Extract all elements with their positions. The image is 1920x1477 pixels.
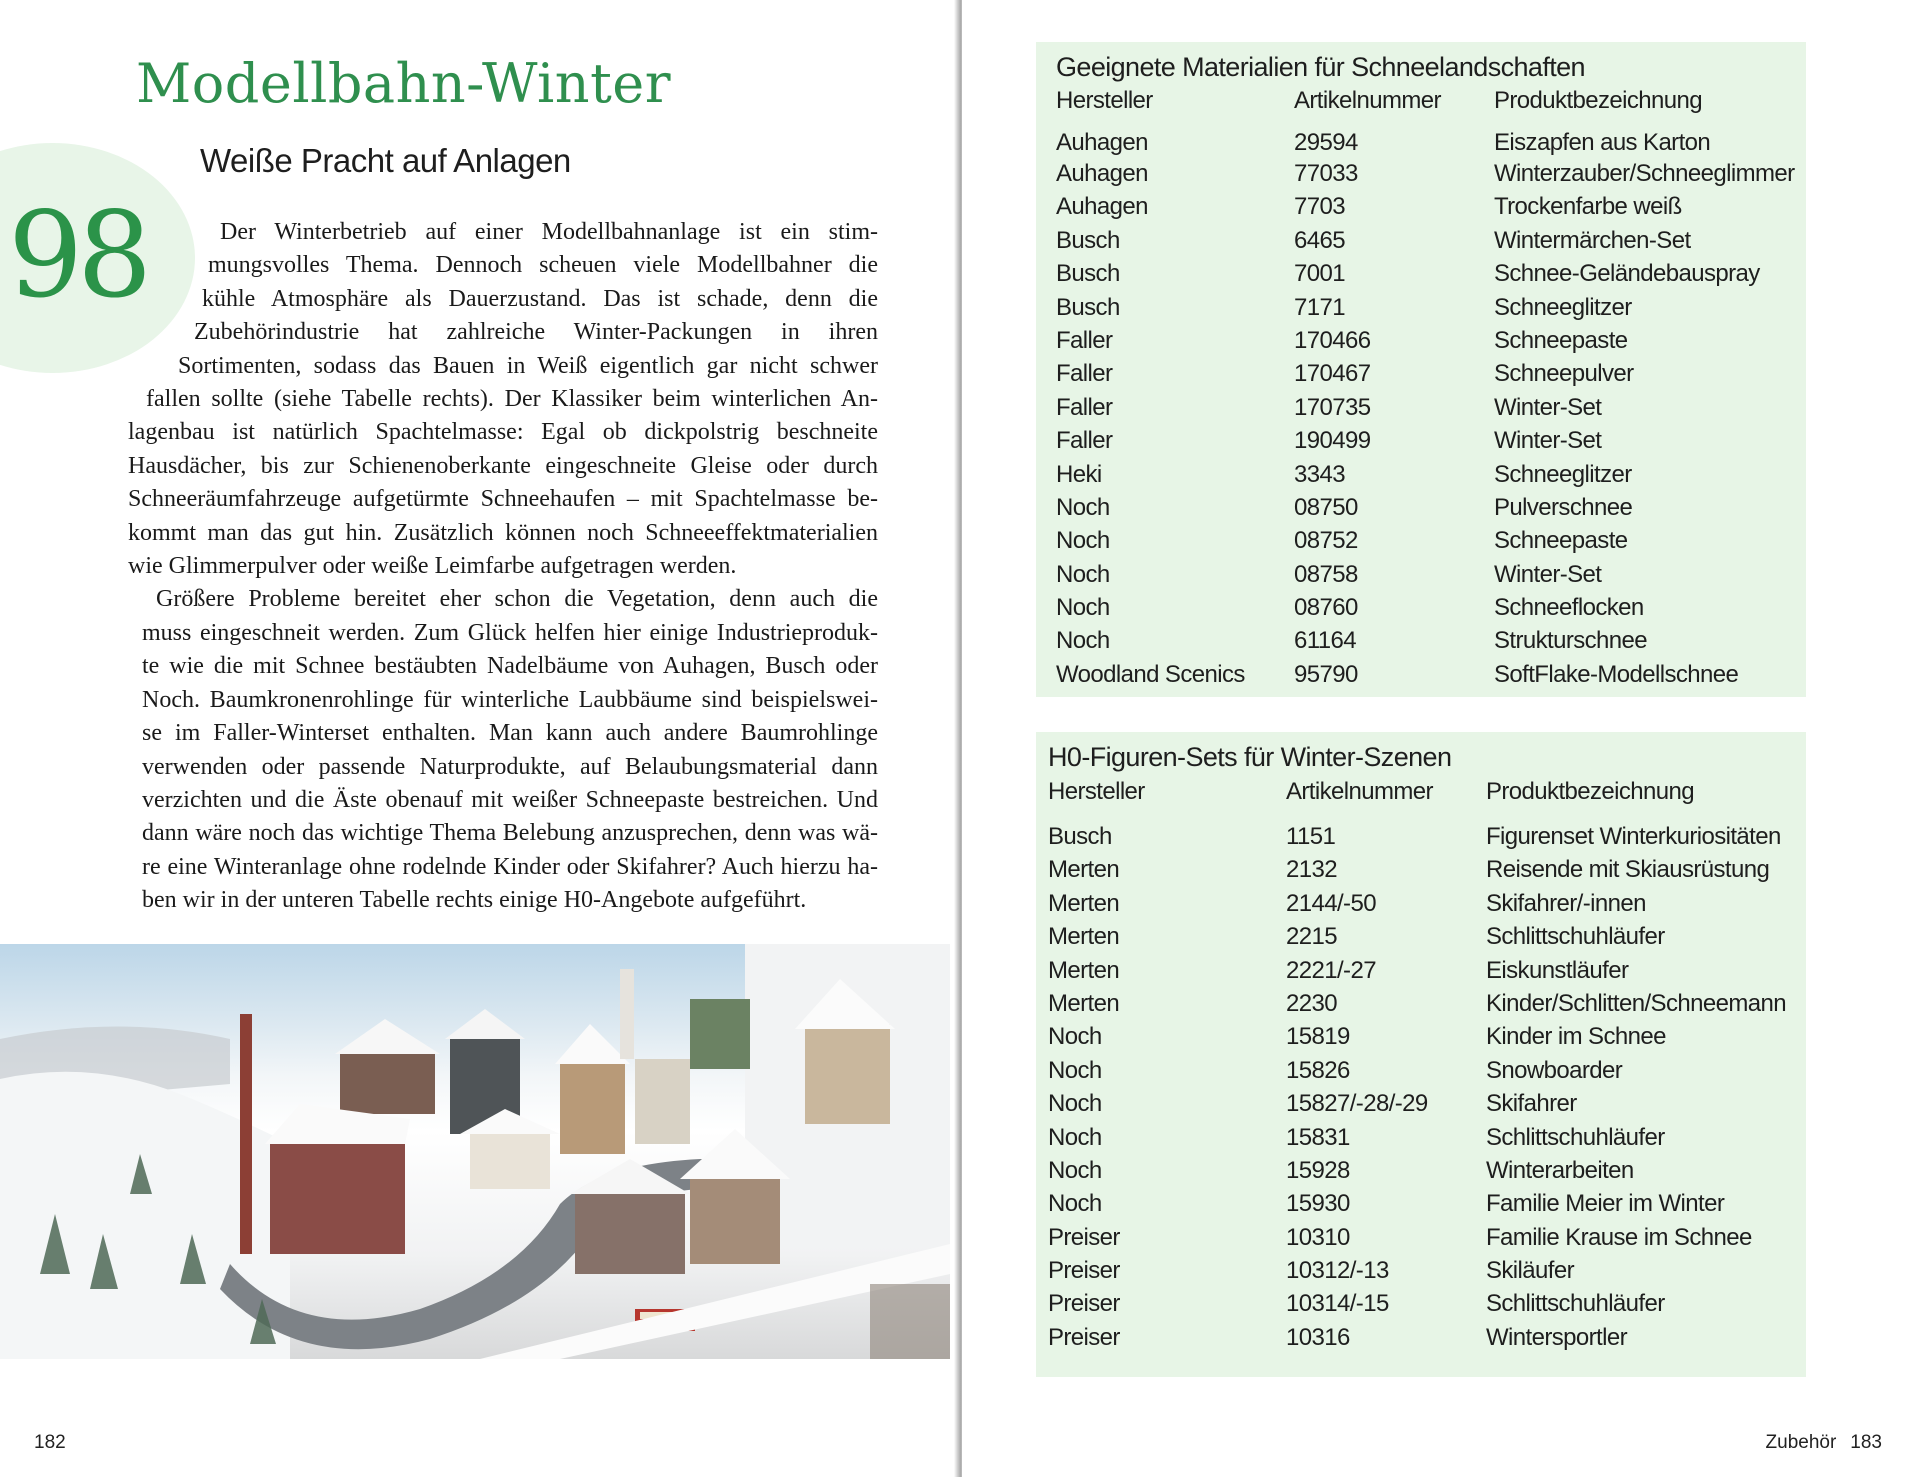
product-name-cell: SoftFlake-Modellschnee xyxy=(1494,660,1739,688)
layout-photo xyxy=(0,944,950,1359)
manufacturer-cell: Woodland Scenics xyxy=(1056,660,1245,688)
manufacturer-cell: Noch xyxy=(1056,527,1110,555)
text-line: Zubehörindustrie hat zahlreiche Winter-Packungen in ihren xyxy=(194,319,878,346)
article-number-cell: 08752 xyxy=(1294,527,1358,555)
article-number-cell: 3343 xyxy=(1294,460,1345,488)
manufacturer-cell: Auhagen xyxy=(1056,129,1148,156)
table-row xyxy=(1056,224,1796,257)
product-name-cell: Schneeglitzer xyxy=(1494,293,1632,321)
product-name-cell: Schlittschuhläufer xyxy=(1486,923,1665,951)
table-row xyxy=(1056,257,1796,290)
chapter-subtitle: Weiße Pracht auf Anlagen xyxy=(200,142,571,179)
table-row xyxy=(1056,458,1796,491)
article-number-cell: 61164 xyxy=(1294,627,1356,655)
product-name-cell: Pulverschnee xyxy=(1494,493,1633,521)
table-row xyxy=(1056,291,1796,324)
table-row xyxy=(1048,1020,1788,1053)
column-header-article-number: Artikelnummer xyxy=(1294,87,1441,114)
table-row xyxy=(1048,1121,1788,1154)
page-number-right: 183 xyxy=(1850,1432,1882,1453)
manufacturer-cell: Preiser xyxy=(1048,1290,1120,1318)
table-header-row xyxy=(1048,778,1788,812)
article-number-cell: 2221/-27 xyxy=(1286,956,1376,984)
article-number-cell: 15928 xyxy=(1286,1156,1350,1184)
product-name-cell: Schneeglitzer xyxy=(1494,460,1632,488)
table-row xyxy=(1048,1287,1788,1320)
text-line: ben wir in der unteren Tabelle rechts einige H0-Angebote aufgeführt. xyxy=(142,887,807,914)
article-number-cell: 10312/-13 xyxy=(1286,1257,1389,1285)
chimney xyxy=(240,1014,252,1254)
table-row xyxy=(1048,1321,1788,1354)
text-line: lagenbau ist natürlich Spachtelmasse: Egal ob dickpolstrig beschneite xyxy=(128,419,878,446)
table-row xyxy=(1056,558,1796,591)
table-row xyxy=(1056,357,1796,390)
article-number-cell: 2144/-50 xyxy=(1286,889,1376,917)
table-row xyxy=(1048,1087,1788,1120)
product-name-cell: Eiszapfen aus Karton xyxy=(1494,129,1711,156)
article-number-cell: 2230 xyxy=(1286,989,1337,1017)
product-name-cell: Schnee-Geländebauspray xyxy=(1494,260,1760,288)
article-number-cell: 77033 xyxy=(1294,160,1358,187)
manufacturer-cell: Merten xyxy=(1048,956,1120,984)
article-number-cell: 2215 xyxy=(1286,923,1337,951)
product-name-cell: Eiskunstläufer xyxy=(1486,956,1629,984)
article-number-cell: 2132 xyxy=(1286,856,1337,884)
product-name-cell: Familie Krause im Schnee xyxy=(1486,1223,1752,1251)
product-name-cell: Kinder im Schnee xyxy=(1486,1023,1666,1051)
manufacturer-cell: Busch xyxy=(1056,293,1120,321)
manufacturer-cell: Busch xyxy=(1048,823,1112,850)
article-number-cell: 190499 xyxy=(1294,427,1371,455)
product-name-cell: Figurenset Winterkuriositäten xyxy=(1486,823,1781,850)
manufacturer-cell: Busch xyxy=(1056,260,1120,288)
manufacturer-cell: Noch xyxy=(1048,1123,1102,1151)
table-row xyxy=(1048,820,1788,853)
text-line: mungsvolles Thema. Dennoch scheuen viele Modellbahner die xyxy=(208,252,878,279)
product-name-cell: Schneeflocken xyxy=(1494,594,1644,622)
text-line: se im Faller-Winterset enthalten. Man kann auch andere Baumrohlinge xyxy=(142,720,878,747)
manufacturer-cell: Noch xyxy=(1056,493,1110,521)
winter-layout-illustration xyxy=(0,944,950,1359)
product-name-cell: Winter-Set xyxy=(1494,560,1602,588)
text-line: Noch. Baumkronenrohlinge für winterliche Laubbäume sind beispielswei- xyxy=(142,686,878,713)
manufacturer-cell: Auhagen xyxy=(1056,160,1148,187)
product-name-cell: Kinder/Schlitten/Schneemann xyxy=(1486,989,1786,1017)
table-row xyxy=(1056,524,1796,557)
article-number-cell: 6465 xyxy=(1294,226,1345,254)
table-row xyxy=(1056,591,1796,624)
product-name-cell: Winterarbeiten xyxy=(1486,1156,1634,1184)
column-header-article-number: Artikelnummer xyxy=(1286,778,1433,805)
text-line: Schneeräumfahrzeuge aufgetürmte Schneehaufen – mit Spachtelmasse be- xyxy=(128,486,878,513)
text-line: Der Winterbetrieb auf einer Modellbahnanlage ist ein stim- xyxy=(220,219,878,245)
table-row xyxy=(1056,129,1796,157)
table-row xyxy=(1056,190,1796,223)
manufacturer-cell: Noch xyxy=(1048,1190,1102,1218)
left-page xyxy=(0,0,958,1477)
page-number-left: 182 xyxy=(34,1432,66,1453)
body-text xyxy=(128,216,878,918)
manufacturer-cell: Busch xyxy=(1056,226,1120,254)
article-number-cell: 7001 xyxy=(1294,260,1345,288)
table-row xyxy=(1048,853,1788,886)
table-row xyxy=(1048,954,1788,987)
h0-figure-sets-table xyxy=(1048,778,1788,1354)
table-title: H0-Figuren-Sets für Winter-Szenen xyxy=(1048,742,1452,772)
chapter-title: Modellbahn-Winter xyxy=(136,52,672,115)
manufacturer-cell: Merten xyxy=(1048,856,1120,884)
table-row xyxy=(1048,1187,1788,1220)
article-number-cell: 10316 xyxy=(1286,1323,1350,1351)
text-line: muss eingeschneit werden. Zum Glück helfen hier einige Industrieproduk- xyxy=(142,619,878,646)
table-title: Geeignete Materialien für Schneelandschaften xyxy=(1056,52,1585,82)
article-number-cell: 10314/-15 xyxy=(1286,1290,1389,1318)
article-number-cell: 15819 xyxy=(1286,1023,1350,1051)
article-number-cell: 15827/-28/-29 xyxy=(1286,1090,1428,1118)
text-line: re eine Winteranlage ohne rodelnde Kinder oder Skifahrer? Auch hierzu ha- xyxy=(142,853,878,880)
product-name-cell: Skifahrer xyxy=(1486,1090,1577,1118)
manufacturer-cell: Noch xyxy=(1056,560,1110,588)
article-number-cell: 15831 xyxy=(1286,1123,1350,1151)
manufacturer-cell: Merten xyxy=(1048,989,1120,1017)
manufacturer-cell: Noch xyxy=(1048,1023,1102,1051)
product-name-cell: Wintermärchen-Set xyxy=(1494,226,1691,254)
product-name-cell: Winter-Set xyxy=(1494,393,1602,421)
page-footer-right xyxy=(1752,1432,1882,1454)
article-number-cell: 95790 xyxy=(1294,660,1358,688)
column-header-manufacturer: Hersteller xyxy=(1048,778,1145,805)
product-name-cell: Strukturschnee xyxy=(1494,627,1648,655)
article-number-cell: 08750 xyxy=(1294,493,1358,521)
manufacturer-cell: Auhagen xyxy=(1056,193,1148,221)
manufacturer-cell: Faller xyxy=(1056,326,1113,354)
article-number-cell: 1151 xyxy=(1286,823,1336,850)
text-line: Sortimenten, sodass das Bauen in Weiß eigentlich gar nicht schwer xyxy=(178,352,878,379)
article-number-cell: 29594 xyxy=(1294,129,1358,156)
manufacturer-cell: Merten xyxy=(1048,923,1120,951)
manufacturer-cell: Preiser xyxy=(1048,1257,1120,1285)
product-name-cell: Reisende mit Skiausrüstung xyxy=(1486,856,1770,884)
text-line: dann wäre noch das wichtige Thema Belebung anzusprechen, denn was wä- xyxy=(142,820,878,847)
manufacturer-cell: Faller xyxy=(1056,427,1113,455)
manufacturer-cell: Faller xyxy=(1056,360,1113,388)
table-row xyxy=(1048,887,1788,920)
article-number-cell: 170735 xyxy=(1294,393,1371,421)
table-row xyxy=(1056,658,1796,691)
column-header-product-name: Produktbezeichnung xyxy=(1494,87,1703,114)
manufacturer-cell: Merten xyxy=(1048,889,1120,917)
snow-materials-table-box xyxy=(1036,42,1806,697)
h0-figure-sets-table-box xyxy=(1036,732,1806,1377)
table-row xyxy=(1056,391,1796,424)
text-line: Größere Probleme bereitet eher schon die Vegetation, denn auch die xyxy=(156,586,878,613)
article-number-cell: 7703 xyxy=(1294,193,1345,221)
table-row xyxy=(1048,987,1788,1020)
manufacturer-cell: Noch xyxy=(1048,1156,1102,1184)
product-name-cell: Schlittschuhläufer xyxy=(1486,1290,1665,1318)
article-number-cell: 08760 xyxy=(1294,594,1358,622)
product-name-cell: Trockenfarbe weiß xyxy=(1494,193,1682,221)
table-header-row xyxy=(1056,87,1796,121)
paragraph-2 xyxy=(128,583,878,917)
article-number-cell: 15826 xyxy=(1286,1056,1350,1084)
table-row xyxy=(1056,491,1796,524)
table-row xyxy=(1048,1154,1788,1187)
product-name-cell: Schlittschuhläufer xyxy=(1486,1123,1665,1151)
text-line: kommt man das gut hin. Zusätzlich können noch Schneeeffektmaterialien xyxy=(128,519,878,546)
table-row xyxy=(1056,424,1796,457)
product-name-cell: Skifahrer/-innen xyxy=(1486,889,1646,917)
product-name-cell: Schneepulver xyxy=(1494,360,1634,388)
column-header-manufacturer: Hersteller xyxy=(1056,87,1153,114)
manufacturer-cell: Heki xyxy=(1056,460,1102,488)
table-row xyxy=(1056,624,1796,657)
manufacturer-cell: Noch xyxy=(1056,594,1110,622)
table-row xyxy=(1056,324,1796,357)
table-row xyxy=(1048,1221,1788,1254)
manufacturer-cell: Noch xyxy=(1048,1056,1102,1084)
product-name-cell: Familie Meier im Winter xyxy=(1486,1190,1725,1218)
product-name-cell: Schneepaste xyxy=(1494,527,1628,555)
table-row xyxy=(1056,157,1796,190)
text-line: te wie die mit Schnee bestäubten Nadelbäume von Auhagen, Busch oder xyxy=(142,653,878,680)
floor xyxy=(870,1284,950,1359)
product-name-cell: Winterzauber/Schneeglimmer xyxy=(1494,160,1795,187)
table-row xyxy=(1048,1254,1788,1287)
snow-materials-table xyxy=(1056,87,1796,691)
article-number-cell: 10310 xyxy=(1286,1223,1350,1251)
text-line: kühle Atmosphäre als Dauerzustand. Das ist schade, denn die xyxy=(202,285,878,312)
article-number-cell: 15930 xyxy=(1286,1190,1350,1218)
manufacturer-cell: Noch xyxy=(1048,1090,1102,1118)
article-number-cell: 170466 xyxy=(1294,326,1371,354)
manufacturer-cell: Preiser xyxy=(1048,1223,1120,1251)
paragraph-1 xyxy=(128,216,878,583)
text-line: verzichten und die Äste obenauf mit weißer Schneepaste bestreichen. Und xyxy=(142,786,878,813)
manufacturer-cell: Noch xyxy=(1056,627,1110,655)
manufacturer-cell: Faller xyxy=(1056,393,1113,421)
factory-building xyxy=(270,1144,405,1254)
section-label: Zubehör xyxy=(1765,1432,1837,1453)
text-line: verwenden oder passende Naturprodukte, auf Belaubungsmaterial dann xyxy=(142,753,878,780)
table-row xyxy=(1048,920,1788,953)
manufacturer-cell: Preiser xyxy=(1048,1323,1120,1351)
article-number-cell: 08758 xyxy=(1294,560,1358,588)
chapter-number: 98 xyxy=(8,186,147,324)
product-name-cell: Snowboarder xyxy=(1486,1056,1623,1084)
text-line: fallen sollte (siehe Tabelle rechts). Der Klassiker beim winterlichen An- xyxy=(146,386,878,413)
table-row xyxy=(1048,1054,1788,1087)
product-name-cell: Skiläufer xyxy=(1486,1257,1574,1285)
product-name-cell: Wintersportler xyxy=(1486,1323,1627,1351)
column-header-product-name: Produktbezeichnung xyxy=(1486,778,1695,805)
product-name-cell: Schneepaste xyxy=(1494,326,1628,354)
text-line: wie Glimmerpulver oder weiße Leimfarbe aufgetragen werden. xyxy=(128,553,737,580)
article-number-cell: 170467 xyxy=(1294,360,1371,388)
article-number-cell: 7171 xyxy=(1294,293,1345,321)
product-name-cell: Winter-Set xyxy=(1494,427,1602,455)
text-line: Hausdächer, bis zur Schienenoberkante eingeschneite Gleise oder durch xyxy=(128,452,878,479)
